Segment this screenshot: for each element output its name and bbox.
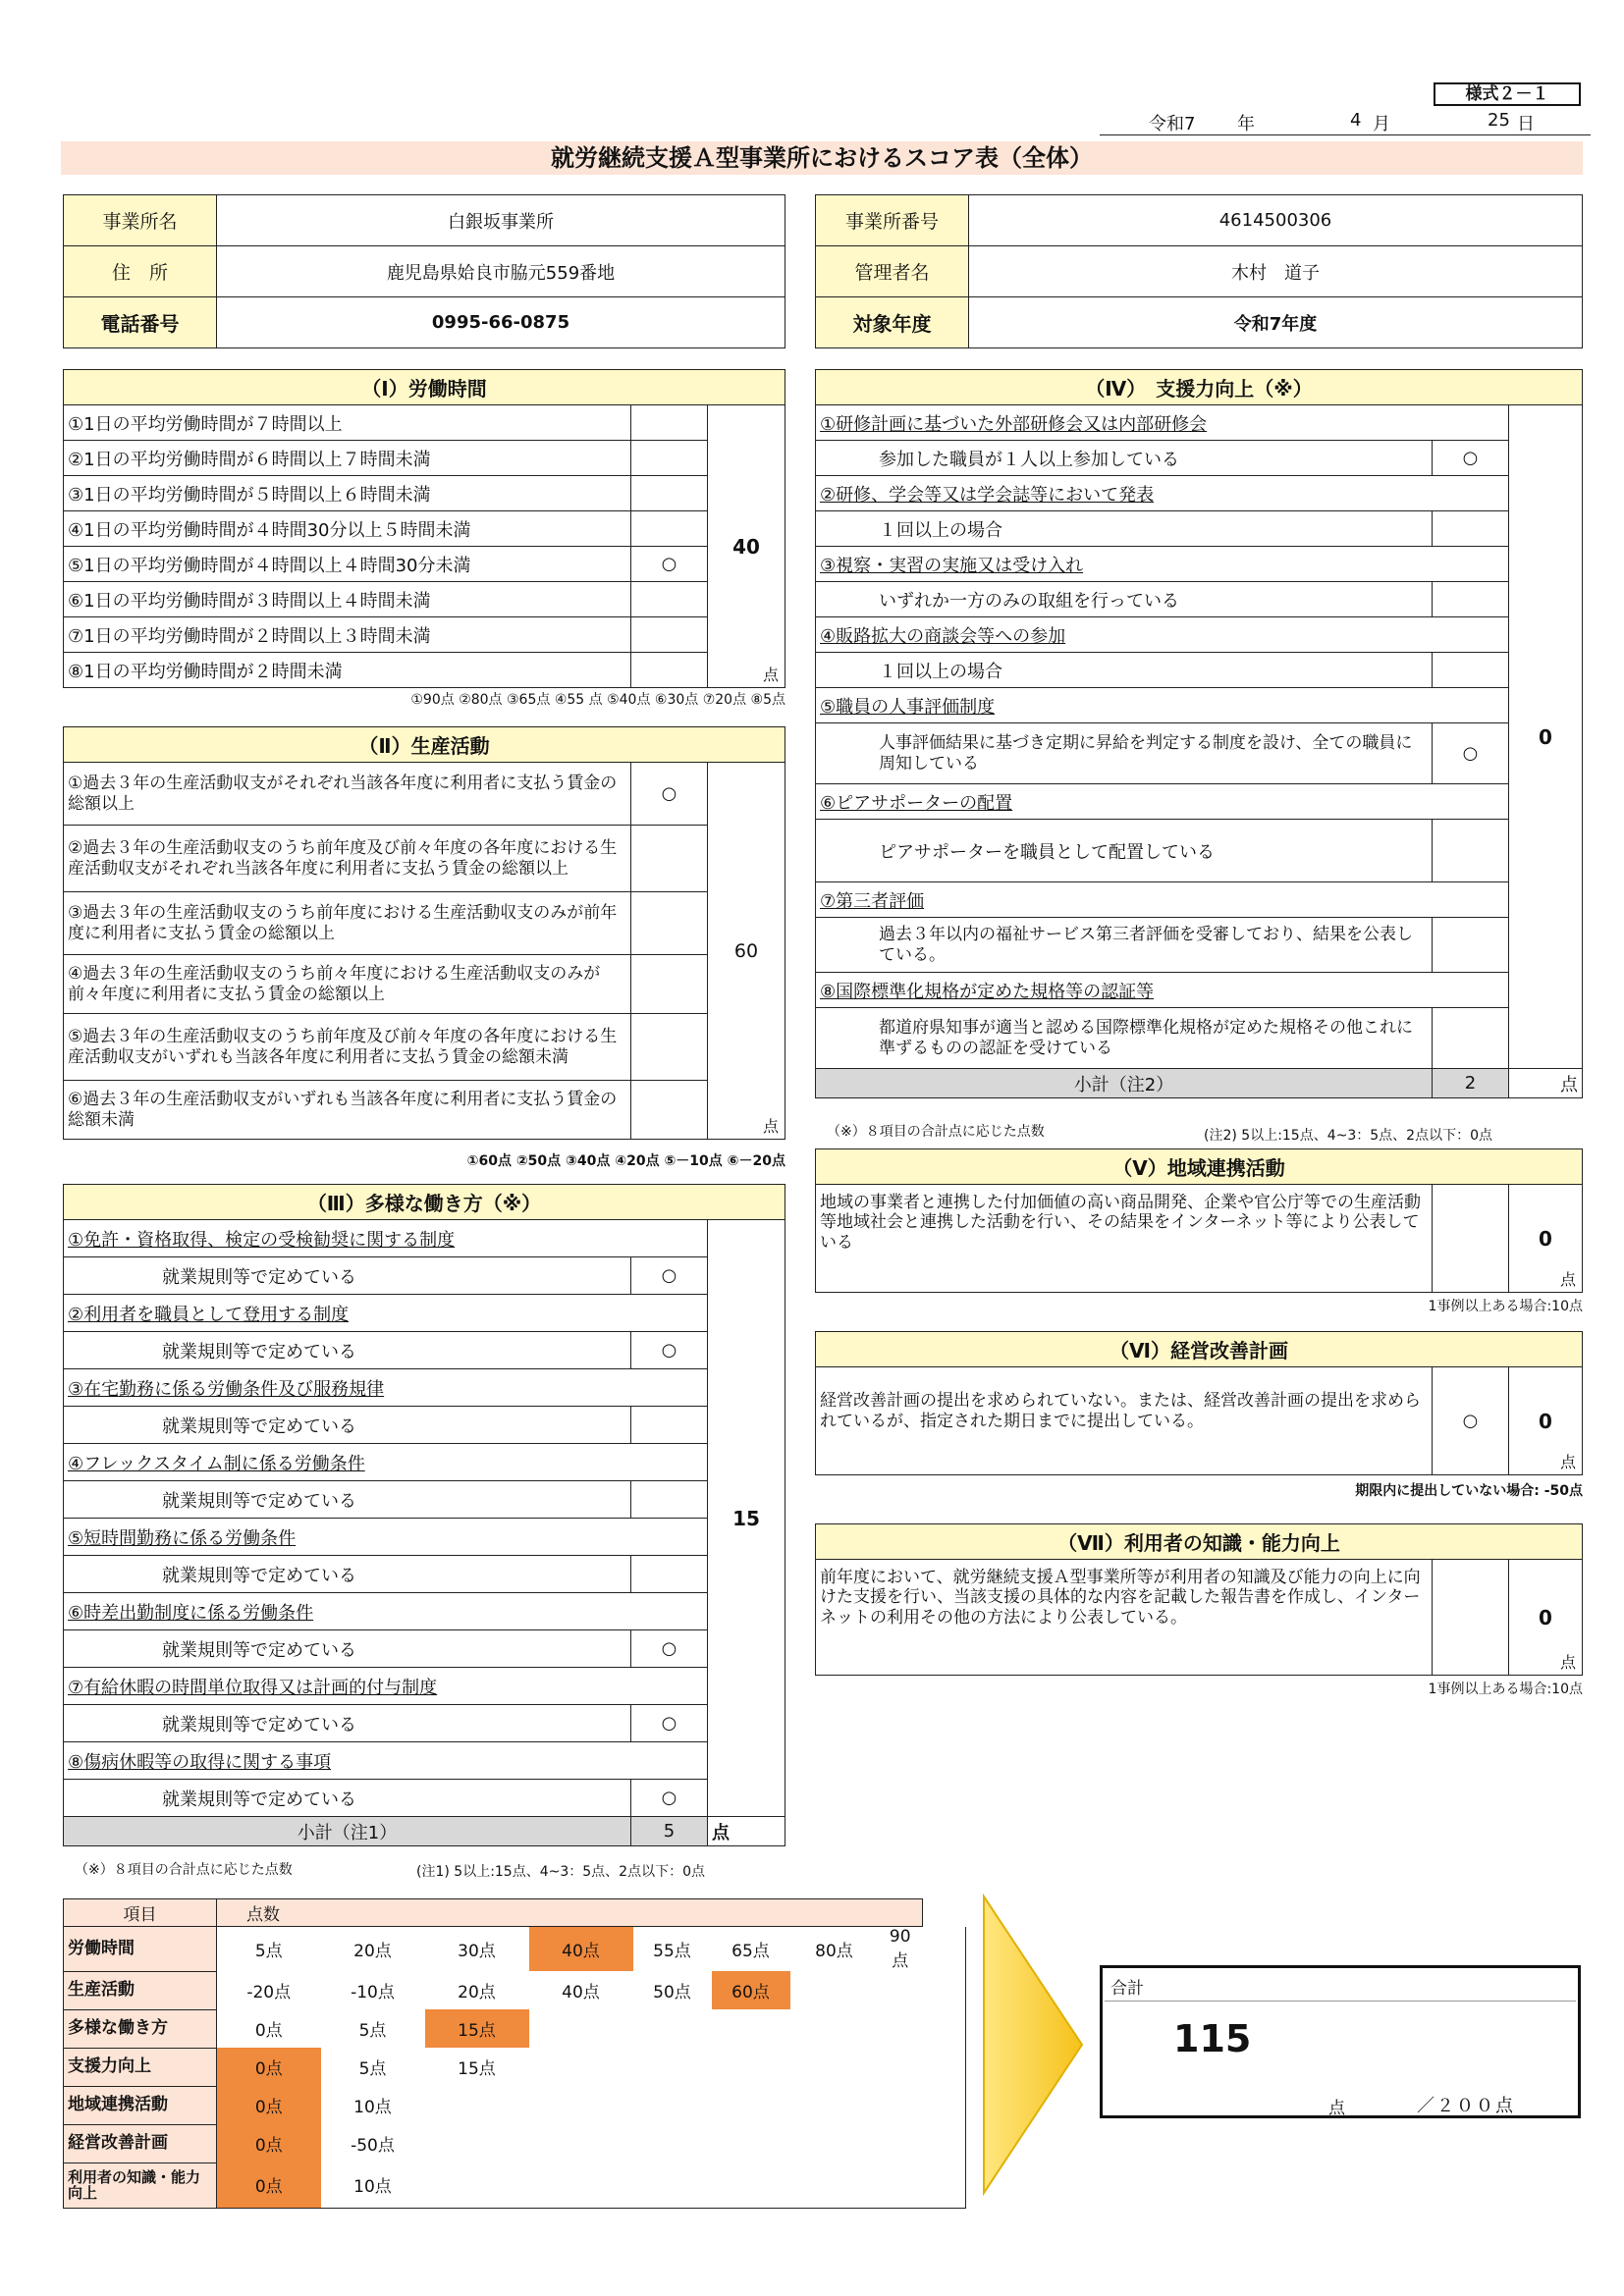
fiscal-year: 令和7年度 — [969, 297, 1583, 348]
section4-subtotal: 2 — [1433, 1069, 1509, 1098]
section2-mark: ○ — [631, 763, 708, 826]
manager-label: 管理者名 — [816, 246, 969, 297]
section6-title: （Ⅵ）経営改善計画 — [816, 1332, 1583, 1367]
section4-mark: ○ — [1433, 723, 1509, 784]
section2-unit: 点 — [762, 1117, 779, 1136]
section3-sub: 就業規則等で定めている — [64, 1407, 631, 1444]
section2-mark — [631, 955, 708, 1014]
section5-text: 地域の事業者と連携した付加価値の高い商品開発、企業や官公庁等での生産活動等地域社会と連携した活動を行い、その結果をインターネット等により公表している — [816, 1185, 1433, 1293]
section4-unit: 点 — [1509, 1069, 1583, 1098]
section6-table — [815, 1331, 1583, 1475]
summary-cell: 40点 — [562, 1983, 600, 2002]
office-info-table — [63, 194, 785, 348]
section2-mark — [631, 892, 708, 955]
section4-mark — [1433, 653, 1509, 688]
phone-label: 電話番号 — [64, 297, 217, 348]
summary-cell — [879, 2163, 923, 2208]
summary-cell-end — [922, 2124, 966, 2163]
summary-cell — [712, 2163, 790, 2208]
section6-score: 0 — [1539, 1409, 1552, 1433]
section2-row: ②過去３年の生産活動収支のうち前年度及び前々年度の各年度における生産活動収支がそれぞれ当該各年度に利用者に支払う賃金の総額以上 — [64, 826, 631, 892]
section4-score: 0 — [1509, 405, 1583, 1069]
summary-row-label: 地域連携活動 — [64, 2086, 217, 2124]
summary-cell — [633, 2163, 712, 2208]
section6-text: 経営改善計画の提出を求められていない。または、経営改善計画の提出を求められているが、指定された期日までに提出している。 — [816, 1367, 1433, 1475]
office-number-label: 事業所番号 — [816, 195, 969, 246]
section4-sub: ピアサポーターを職員として配置している — [816, 820, 1433, 882]
section4-heading: ④販路拡大の商談会等への参加 — [816, 617, 1509, 653]
summary-cell: 5点 — [358, 2021, 387, 2041]
section1-row: ⑤1日の平均労働時間が４時間以上４時間30分未満 — [64, 547, 631, 582]
section1-mark: ○ — [631, 547, 708, 582]
summary-cell: 10点 — [321, 2163, 425, 2208]
section3-mark — [631, 1407, 708, 1444]
date-month: 4 — [1350, 110, 1362, 131]
section3-mark: ○ — [631, 1257, 708, 1295]
section2-row: ⑤過去３年の生産活動収支のうち前年度及び前々年度の各年度における生産活動収支がいずれも当該各年度に利用者に支払う賃金の総額未満 — [64, 1014, 631, 1081]
section2-row: ③過去３年の生産活動収支のうち前年度における生産活動収支のみが前年度に利用者に支払う賃金の総額以上 — [64, 892, 631, 955]
section7-mark — [1433, 1560, 1509, 1676]
summary-row — [64, 2009, 966, 2048]
summary-row-label: 労働時間 — [64, 1927, 217, 1972]
section3-note-left: （※）８項目の合計点に応じた点数 — [75, 1862, 293, 1878]
section1-footnote: ①90点 ②80点 ③65点 ④55 点 ⑤40点 ⑥30点 ⑦20点 ⑧5点 — [410, 692, 785, 708]
office-meta-table — [815, 194, 1583, 348]
section4-table — [815, 369, 1583, 1098]
section2-row: ①過去３年の生産活動収支がそれぞれ当該各年度に利用者に支払う賃金の総額以上 — [64, 763, 631, 826]
section6-unit: 点 — [1559, 1453, 1576, 1471]
section1-mark — [631, 617, 708, 653]
summary-cell — [529, 2163, 633, 2208]
section4-heading: ⑥ピアサポーターの配置 — [816, 784, 1509, 820]
section3-subtotal-label: 小計（注1） — [64, 1817, 631, 1846]
summary-cell: 5点 — [254, 1942, 283, 1961]
section7-score: 0 — [1539, 1605, 1552, 1629]
section3-sub: 就業規則等で定めている — [64, 1257, 631, 1295]
summary-cell: 90点 — [889, 1927, 911, 1971]
summary-cell — [633, 2009, 712, 2048]
section2-row: ⑥過去３年の生産活動収支がいずれも当該各年度に利用者に支払う賃金の総額未満 — [64, 1081, 631, 1140]
section1-row: ⑦1日の平均労働時間が２時間以上３時間未満 — [64, 617, 631, 653]
section1-unit: 点 — [762, 666, 779, 684]
summary-cell: 30点 — [458, 1942, 496, 1961]
address: 鹿児島県姶良市脇元559番地 — [217, 246, 785, 297]
summary-cell — [790, 2086, 879, 2124]
section3-table — [63, 1184, 785, 1846]
section4-subtotal-label: 小計（注2） — [816, 1069, 1433, 1098]
section1-mark — [631, 653, 708, 688]
summary-cell: -20点 — [246, 1983, 292, 2002]
summary-cell: 10点 — [353, 2098, 392, 2117]
section4-sub: １回以上の場合 — [816, 653, 1433, 688]
section7-title: （Ⅶ）利用者の知識・能力向上 — [816, 1524, 1583, 1560]
section4-title: （Ⅳ） 支援力向上（※） — [816, 370, 1583, 405]
date-year-label: 年 — [1237, 114, 1255, 134]
section3-heading: ⑤短時間勤務に係る労働条件 — [64, 1519, 708, 1556]
summary-cell — [529, 2086, 633, 2124]
summary-cell — [790, 2048, 879, 2086]
summary-cell — [879, 2048, 923, 2086]
section4-heading: ①研修計画に基づいた外部研修会又は内部研修会 — [816, 405, 1509, 441]
section5-note: 1事例以上ある場合:10点 — [1428, 1299, 1583, 1314]
section2-footnote: ①60点 ②50点 ③40点 ④20点 ⑤－10点 ⑥－20点 — [466, 1153, 785, 1169]
section1-table — [63, 369, 785, 688]
summary-header-item: 項目 — [64, 1899, 217, 1927]
section3-sub: 就業規則等で定めている — [64, 1705, 631, 1742]
section4-sub: 都道府県知事が適当と認める国際標準化規格が定めた規格その他これに準ずるものの認証を受けている — [816, 1008, 1433, 1069]
summary-cell — [633, 2124, 712, 2163]
section1-score-cell — [708, 405, 785, 688]
summary-table — [63, 1898, 966, 2209]
section2-mark — [631, 826, 708, 892]
office-name-label: 事業所名 — [64, 195, 217, 246]
section3-heading: ⑦有給休暇の時間単位取得又は計画的付与制度 — [64, 1668, 708, 1705]
summary-cell-end — [922, 2163, 966, 2208]
section4-heading: ⑧国際標準化規格が定めた規格等の認証等 — [816, 973, 1509, 1008]
summary-cell: 0点 — [217, 2124, 321, 2163]
section6-mark: ○ — [1433, 1367, 1509, 1475]
summary-cell — [790, 2009, 879, 2048]
summary-row-label: 生産活動 — [64, 1971, 217, 2009]
section1-row: ②1日の平均労働時間が６時間以上７時間未満 — [64, 441, 631, 476]
section5-score: 0 — [1539, 1226, 1552, 1251]
summary-cell — [529, 2009, 633, 2048]
section1-mark — [631, 476, 708, 511]
section7-score-cell — [1509, 1560, 1583, 1676]
section3-sub: 就業規則等で定めている — [64, 1630, 631, 1668]
section3-title: （Ⅲ）多様な働き方（※） — [64, 1185, 785, 1220]
summary-cell: 0点 — [217, 2163, 321, 2208]
summary-cell-end — [922, 2086, 966, 2124]
section3-mark — [631, 1556, 708, 1593]
section2-title: （Ⅱ）生産活動 — [64, 727, 785, 763]
section2-row: ④過去３年の生産活動収支のうち前々年度における生産活動収支のみが前々年度に利用者に支払う賃金の総額以上 — [64, 955, 631, 1014]
total-max: ／２００点 — [1417, 2096, 1515, 2116]
section1-mark — [631, 511, 708, 547]
summary-row-label: 多様な働き方 — [64, 2009, 217, 2048]
date-line — [1100, 110, 1591, 135]
section3-note-right: (注1) 5以上:15点、4~3：5点、2点以下：0点 — [416, 1864, 705, 1880]
summary-row — [64, 1927, 966, 1972]
section5-table — [815, 1148, 1583, 1293]
section3-mark: ○ — [631, 1332, 708, 1369]
section2-score-cell — [708, 763, 785, 1140]
summary-cell — [425, 2163, 529, 2208]
section6-note: 期限内に提出していない場合: -50点 — [1355, 1483, 1583, 1499]
section2-table — [63, 726, 785, 1140]
section4-mark — [1433, 582, 1509, 617]
section3-mark: ○ — [631, 1780, 708, 1817]
section7-note: 1事例以上ある場合:10点 — [1428, 1682, 1583, 1697]
section4-sub: １回以上の場合 — [816, 511, 1433, 547]
section4-note-left: （※）８項目の合計点に応じた点数 — [827, 1124, 1045, 1140]
section3-subtotal: 5 — [631, 1817, 708, 1846]
fiscal-year-label: 対象年度 — [816, 297, 969, 348]
summary-cell-end — [922, 1971, 966, 2009]
total-unit: 点 — [1328, 2099, 1345, 2118]
section3-heading: ③在宅勤務に係る労働条件及び服務規律 — [64, 1369, 708, 1407]
section1-mark — [631, 582, 708, 617]
section1-mark — [631, 441, 708, 476]
summary-cell — [712, 2048, 790, 2086]
section2-mark — [631, 1081, 708, 1140]
summary-cell — [425, 2086, 529, 2124]
summary-cell: 20点 — [458, 1983, 496, 2002]
section3-heading: ④フレックスタイム制に係る労働条件 — [64, 1444, 708, 1481]
summary-cell-end — [922, 1927, 966, 1972]
section4-sub: いずれか一方のみの取組を行っている — [816, 582, 1433, 617]
summary-cell — [633, 2086, 712, 2124]
section7-table — [815, 1523, 1583, 1676]
section7-text: 前年度において、就労継続支援Ａ型事業所等が利用者の知識及び能力の向上に向けた支援を行い、当該支援の具体的な内容を記載した報告書を作成し、インターネットの利用その他の方法により公表している。 — [816, 1560, 1433, 1676]
summary-cell: 65点 — [731, 1942, 770, 1961]
section4-sub: 過去３年以内の福祉サービス第三者評価を受審しており、結果を公表している。 — [816, 918, 1433, 973]
summary-cell — [425, 2124, 529, 2163]
summary-cell — [879, 2124, 923, 2163]
summary-row-label: 経営改善計画 — [64, 2124, 217, 2163]
summary-cell: 0点 — [217, 2086, 321, 2124]
section1-row: ④1日の平均労働時間が４時間30分以上５時間未満 — [64, 511, 631, 547]
summary-cell — [879, 1971, 923, 2009]
section1-row: ①1日の平均労働時間が７時間以上 — [64, 405, 631, 441]
date-month-label: 月 — [1373, 114, 1390, 134]
summary-cell: 55点 — [653, 1942, 691, 1961]
section1-score: 40 — [732, 534, 760, 559]
summary-row — [64, 2124, 966, 2163]
arrow-right-icon — [980, 1893, 1088, 2197]
section4-note-right: (注2) 5以上:15点、4~3：5点、2点以下：0点 — [1204, 1128, 1492, 1144]
section2-mark — [631, 1014, 708, 1081]
summary-cell: 0点 — [217, 2048, 321, 2086]
total-value: 115 — [1173, 2017, 1252, 2060]
date-day: 25 — [1488, 110, 1510, 131]
form-code: 様式２－１ — [1434, 82, 1581, 106]
summary-cell: -10点 — [351, 1983, 395, 2002]
summary-cell: 20点 — [353, 1942, 392, 1961]
summary-cell — [879, 2009, 923, 2048]
section3-mark — [631, 1481, 708, 1519]
summary-row — [64, 1971, 966, 2009]
summary-cell-end — [922, 2009, 966, 2048]
summary-cell: -50点 — [351, 2136, 395, 2156]
summary-cell: 5点 — [358, 2059, 387, 2079]
section3-sub: 就業規則等で定めている — [64, 1332, 631, 1369]
summary-cell — [790, 2124, 879, 2163]
summary-cell — [712, 2124, 790, 2163]
summary-cell: 0点 — [254, 2021, 283, 2041]
summary-cell — [790, 2163, 879, 2208]
summary-cell — [529, 2124, 633, 2163]
section4-sub: 人事評価結果に基づき定期に昇給を判定する制度を設け、全ての職員に周知している — [816, 723, 1433, 784]
summary-row — [64, 2163, 966, 2208]
section1-title: （Ⅰ）労働時間 — [64, 370, 785, 405]
section5-title: （Ⅴ）地域連携活動 — [816, 1149, 1583, 1185]
summary-cell: 50点 — [653, 1983, 691, 2002]
section4-heading: ②研修、学会等又は学会誌等において発表 — [816, 476, 1509, 511]
section3-score: 15 — [708, 1220, 785, 1817]
address-label: 住 所 — [64, 246, 217, 297]
phone: 0995-66-0875 — [217, 297, 785, 348]
summary-row-label: 支援力向上 — [64, 2048, 217, 2086]
total-box — [1100, 1965, 1581, 2118]
section3-heading: ⑥時差出勤制度に係る労働条件 — [64, 1593, 708, 1630]
section3-sub: 就業規則等で定めている — [64, 1481, 631, 1519]
section3-sub: 就業規則等で定めている — [64, 1780, 631, 1817]
summary-row-label: 利用者の知識・能力向上 — [64, 2163, 217, 2208]
section4-mark — [1433, 1008, 1509, 1069]
date-day-label: 日 — [1517, 114, 1535, 134]
section3-subtotal-unit: 点 — [708, 1817, 785, 1846]
section3-mark: ○ — [631, 1705, 708, 1742]
summary-row — [64, 2048, 966, 2086]
office-name: 白銀坂事業所 — [217, 195, 785, 246]
section5-mark — [1433, 1185, 1509, 1293]
summary-header-points: 点数 — [217, 1899, 923, 1927]
section1-row: ⑧1日の平均労働時間が２時間未満 — [64, 653, 631, 688]
section3-heading: ②利用者を職員として登用する制度 — [64, 1295, 708, 1332]
page-title: 就労継続支援Ａ型事業所におけるスコア表（全体） — [61, 141, 1583, 175]
summary-cell — [790, 1971, 879, 2009]
section3-sub: 就業規則等で定めている — [64, 1556, 631, 1593]
summary-cell: 40点 — [529, 1927, 633, 1972]
section4-mark — [1433, 918, 1509, 973]
section1-row: ③1日の平均労働時間が５時間以上６時間未満 — [64, 476, 631, 511]
summary-cell — [529, 2048, 633, 2086]
total-label: 合計 — [1105, 1970, 1576, 2002]
section4-mark: ○ — [1433, 441, 1509, 476]
summary-cell: 60点 — [712, 1971, 790, 2009]
summary-cell: 15点 — [458, 2059, 496, 2079]
section1-mark — [631, 405, 708, 441]
section4-heading: ⑤職員の人事評価制度 — [816, 688, 1509, 723]
summary-cell — [633, 2048, 712, 2086]
section4-sub: 参加した職員が１人以上参加している — [816, 441, 1433, 476]
summary-row — [64, 2086, 966, 2124]
summary-cell — [879, 2086, 923, 2124]
section4-heading: ⑦第三者評価 — [816, 882, 1509, 918]
summary-cell-end — [922, 2048, 966, 2086]
section6-score-cell — [1509, 1367, 1583, 1475]
section3-mark: ○ — [631, 1630, 708, 1668]
date-era: 令和7 — [1149, 114, 1196, 134]
section3-heading: ⑧傷病休暇等の取得に関する事項 — [64, 1742, 708, 1780]
section5-score-cell — [1509, 1185, 1583, 1293]
manager: 木村 道子 — [969, 246, 1583, 297]
summary-cell: 15点 — [425, 2009, 529, 2048]
section3-heading: ①免許・資格取得、検定の受検勧奨に関する制度 — [64, 1220, 708, 1257]
section4-mark — [1433, 820, 1509, 882]
section1-row: ⑥1日の平均労働時間が３時間以上４時間未満 — [64, 582, 631, 617]
office-number: 4614500306 — [969, 195, 1583, 246]
summary-cell: 80点 — [815, 1942, 853, 1961]
section7-unit: 点 — [1559, 1653, 1576, 1672]
section4-mark — [1433, 511, 1509, 547]
summary-cell — [712, 2086, 790, 2124]
summary-cell — [712, 2009, 790, 2048]
section4-heading: ③視察・実習の実施又は受け入れ — [816, 547, 1509, 582]
section5-unit: 点 — [1559, 1270, 1576, 1289]
section2-score: 60 — [733, 939, 759, 962]
